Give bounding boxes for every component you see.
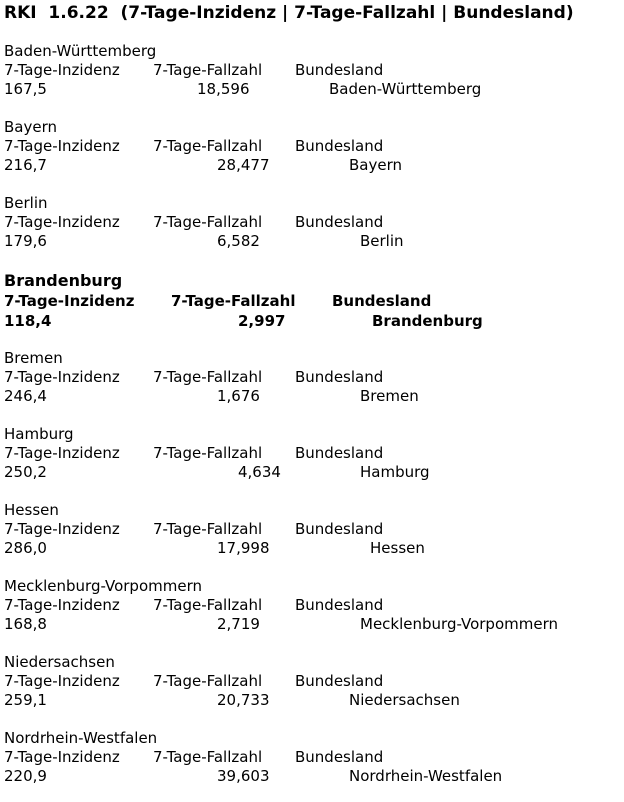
- inzidenz-value: 250,2: [4, 463, 47, 481]
- state-name: Baden-Württemberg: [4, 42, 157, 60]
- inzidenz-value: 259,1: [4, 691, 47, 709]
- bundesland-value: Hessen: [370, 539, 425, 557]
- fallzahl-header: 7-Tage-Fallzahl: [153, 137, 263, 155]
- state-block-niedersachsen: [0, 653, 624, 713]
- fallzahl-value: 6,582: [217, 232, 260, 250]
- inzidenz-value: 246,4: [4, 387, 47, 405]
- fallzahl-value: 28,477: [217, 156, 270, 174]
- bundesland-header: Bundesland: [295, 61, 384, 79]
- page-title: RKI 1.6.22 (7-Tage-Inzidenz | 7-Tage-Fallzahl | Bundesland): [4, 3, 574, 23]
- state-name: Nordrhein-Westfalen: [4, 729, 158, 747]
- fallzahl-header: 7-Tage-Fallzahl: [153, 61, 263, 79]
- state-name: Bayern: [4, 118, 57, 136]
- bundesland-header: Bundesland: [295, 748, 384, 766]
- inzidenz-header: 7-Tage-Inzidenz: [4, 596, 120, 614]
- bundesland-value: Brandenburg: [372, 312, 483, 330]
- inzidenz-header: 7-Tage-Inzidenz: [4, 213, 120, 231]
- state-block-brandenburg: [0, 271, 624, 331]
- state-name: Hessen: [4, 501, 59, 519]
- bundesland-value: Berlin: [360, 232, 404, 250]
- bundesland-value: Bayern: [349, 156, 402, 174]
- bundesland-value: Bremen: [360, 387, 419, 405]
- fallzahl-header: 7-Tage-Fallzahl: [153, 213, 263, 231]
- state-name: Mecklenburg-Vorpommern: [4, 577, 202, 595]
- fallzahl-header: 7-Tage-Fallzahl: [153, 748, 263, 766]
- inzidenz-value: 216,7: [4, 156, 47, 174]
- fallzahl-header: 7-Tage-Fallzahl: [153, 368, 263, 386]
- fallzahl-header: 7-Tage-Fallzahl: [153, 520, 263, 538]
- state-block-berlin: [0, 194, 624, 254]
- inzidenz-value: 167,5: [4, 80, 47, 98]
- fallzahl-value: 39,603: [217, 767, 270, 785]
- inzidenz-value: 286,0: [4, 539, 47, 557]
- state-block-bayern: [0, 118, 624, 178]
- inzidenz-value: 220,9: [4, 767, 47, 785]
- bundesland-value: Baden-Württemberg: [329, 80, 482, 98]
- bundesland-header: Bundesland: [295, 596, 384, 614]
- fallzahl-header: 7-Tage-Fallzahl: [153, 672, 263, 690]
- inzidenz-value: 118,4: [4, 312, 52, 330]
- state-block-mecklenburg-vorpommern: [0, 577, 624, 637]
- bundesland-header: Bundesland: [332, 292, 432, 310]
- fallzahl-value: 4,634: [238, 463, 281, 481]
- bundesland-value: Hamburg: [360, 463, 430, 481]
- fallzahl-value: 17,998: [217, 539, 270, 557]
- state-name: Bremen: [4, 349, 63, 367]
- state-block-bremen: [0, 349, 624, 409]
- inzidenz-header: 7-Tage-Inzidenz: [4, 672, 120, 690]
- state-name: Berlin: [4, 194, 48, 212]
- bundesland-header: Bundesland: [295, 137, 384, 155]
- state-block-hamburg: [0, 425, 624, 485]
- fallzahl-value: 20,733: [217, 691, 270, 709]
- fallzahl-header: 7-Tage-Fallzahl: [153, 444, 263, 462]
- inzidenz-header: 7-Tage-Inzidenz: [4, 137, 120, 155]
- bundesland-value: Niedersachsen: [349, 691, 460, 709]
- inzidenz-header: 7-Tage-Inzidenz: [4, 748, 120, 766]
- inzidenz-value: 179,6: [4, 232, 47, 250]
- bundesland-header: Bundesland: [295, 520, 384, 538]
- state-name: Hamburg: [4, 425, 74, 443]
- bundesland-header: Bundesland: [295, 368, 384, 386]
- state-block-baden-wuerttemberg: [0, 42, 624, 102]
- bundesland-value: Nordrhein-Westfalen: [349, 767, 503, 785]
- bundesland-value: Mecklenburg-Vorpommern: [360, 615, 558, 633]
- fallzahl-header: 7-Tage-Fallzahl: [171, 292, 296, 310]
- inzidenz-header: 7-Tage-Inzidenz: [4, 61, 120, 79]
- inzidenz-header: 7-Tage-Inzidenz: [4, 292, 135, 310]
- state-block-nordrhein-westfalen: [0, 729, 624, 789]
- fallzahl-value: 18,596: [197, 80, 250, 98]
- state-name: Brandenburg: [4, 271, 123, 290]
- bundesland-header: Bundesland: [295, 444, 384, 462]
- inzidenz-header: 7-Tage-Inzidenz: [4, 520, 120, 538]
- fallzahl-header: 7-Tage-Fallzahl: [153, 596, 263, 614]
- fallzahl-value: 1,676: [217, 387, 260, 405]
- inzidenz-header: 7-Tage-Inzidenz: [4, 368, 120, 386]
- inzidenz-header: 7-Tage-Inzidenz: [4, 444, 120, 462]
- state-name: Niedersachsen: [4, 653, 115, 671]
- fallzahl-value: 2,997: [238, 312, 286, 330]
- bundesland-header: Bundesland: [295, 672, 384, 690]
- inzidenz-value: 168,8: [4, 615, 47, 633]
- fallzahl-value: 2,719: [217, 615, 260, 633]
- bundesland-header: Bundesland: [295, 213, 384, 231]
- state-block-hessen: [0, 501, 624, 561]
